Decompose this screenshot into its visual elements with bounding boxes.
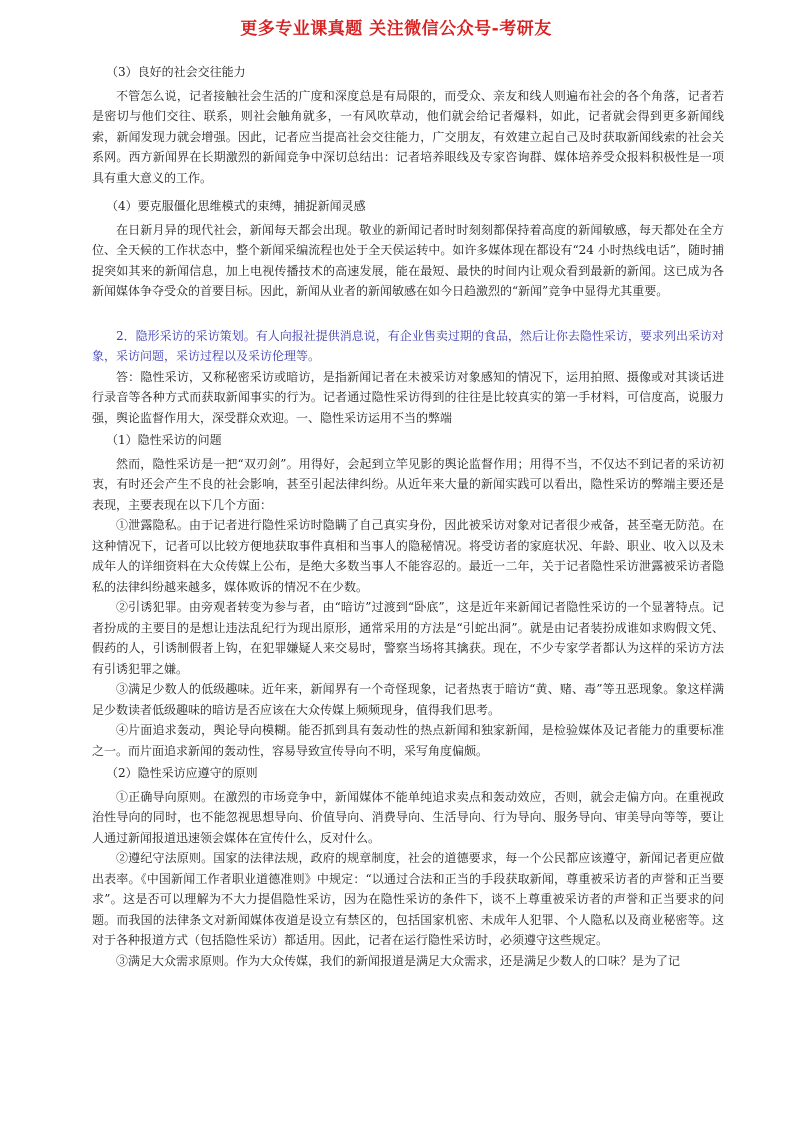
section-heading-4: （4）要克服僵化思维模式的束缚，捕捉新闻灵感 — [106, 199, 366, 213]
problem-item-2: ②引诱犯罪。由旁观者转变为参与者，由“暗访”过渡到“卧底”，这是近年来新闻记者隐性采访的一个显著特点。记者扮成的主要目的是想让违法乱纪行为现出原形，通常采用的方法是“引蛇出洞”。就是由记者装扮成谁如求购假文凭、假药的人，引诱制假者上钩，在犯罪嫌疑人来交易时，警察当场将其擒获。现在，不少专家学者都认为这样的采访方法有引诱犯罪之嫌。 — [92, 600, 724, 676]
subheading-principles: （2）隐性采访应遵守的原则 — [106, 766, 258, 780]
document-body — [92, 60, 724, 971]
principle-item-3: ③满足大众需求原则。作为大众传媒，我们的新闻报道是满足大众需求，还是满足少数人的口味？是为了记 — [116, 953, 681, 968]
principle-item-1: ①正确导向原则。在激烈的市场竞争中，新闻媒体不能单纯追求卖点和轰动效应，否则，就会走偏方向。在重视政治性导向的同时，也不能忽视思想导向、价值导向、消费导向、生活导向、行为导向、服务导向、审美导向等等，要让人通过新闻报道迅速领会媒体在宣传什么，反对什么。 — [92, 789, 724, 845]
paragraph-social-ability: 不管怎么说，记者接触社会生活的广度和深度总是有局限的，而受众、亲友和线人则遍布社会的各个角落，记者若是密切与他们交往、联系，则社会触角就多，一有风吹草动，他们就会给记者爆料，如此，记者就会得到更多新闻线索，新闻发现力就会增强。因此，记者应当提高社会交往能力，广交朋友，有效建立起自己及时获取新闻线索的社会关系网。西方新闻界在长期激烈的新闻竞争中深切总结出：记者培养眼线及专家咨询群、媒体培养受众报料积极性是一项具有重大意义的工作。 — [92, 88, 724, 185]
question-2: 2．隐形采访的采访策划。有人向报社提供消息说，有企业售卖过期的食品，然后让你去隐性采访，要求列出采访对象，采访问题，采访过程以及采访伦理等。 — [92, 328, 724, 363]
problem-item-3: ③满足少数人的低级趣味。近年来，新闻界有一个奇怪现象，记者热衷于暗访“黄、赌、毒”等丑恶现象。象这样满足少数读者低级趣味的暗访是否应该在大众传媒上频频现身，值得我们思考。 — [92, 682, 724, 717]
problem-item-1: ①泄露隐私。由于记者进行隐性采访时隐瞒了自己真实身份，因此被采访对象对记者很少戒备，甚至毫无防范。在这种情况下，记者可以比较方便地获取事件真相和当事人的隐秘情况。将受访者的家庭状况、年龄、职业、收入以及未成年人的详细资料在大众传媒上公布，是绝大多数当事人不能容忍的。最近一二年，关于记者隐性采访泄露被采访者隐私的法律纠纷越来越多，媒体败诉的情况不在少数。 — [92, 518, 724, 594]
section-heading-3: （3）良好的社会交往能力 — [106, 65, 246, 79]
paragraph-news-sense: 在日新月异的现代社会，新闻每天都会出现。敬业的新闻记者时时刻刻都保持着高度的新闻敏感，每天都处在全方位、全天候的工作状态中，整个新闻采编流程也处于全天侯运转中。如许多媒体现在都设有“24 小时热线电话”，随时捕捉突如其来的新闻信息，加上电视传播技术的高速发展，能在最短、最快的时间内让观众看到最新的新闻。这已成为各新闻媒体争夺受众的首要目标。因此，新闻从业者的新闻敏感在如今日趋激烈的“新闻”竞争中显得尤其重要。 — [92, 222, 724, 298]
problems-intro: 然而，隐性采访是一把“双刃剑”。用得好，会起到立竿见影的舆论监督作用；用得不当，不仅达不到记者的采访初衷，有时还会产生不良的社会影响，甚至引起法律纠纷。从近年来大量的新闻实践可以看出，隐性采访的弊端主要还是表现，主要表现在以下几个方面： — [92, 456, 724, 512]
subheading-problems: （1）隐性采访的问题 — [106, 433, 222, 447]
answer-paragraph: 答：隐性采访，又称秘密采访或暗访，是指新闻记者在未被采访对象感知的情况下，运用拍照、摄像或对其谈话进行录音等各种方式而获取新闻事实的行为。记者通过隐性采访得到的往往是比较真实的第一手材料，可信度高，说服力强，舆论监督作用大，深受群众欢迎。一、隐性采访运用不当的弊端 — [92, 369, 724, 425]
principle-item-2: ②遵纪守法原则。国家的法律法规，政府的规章制度，社会的道德要求，每一个公民都应该遵守，新闻记者更应做出表率。《中国新闻工作者职业道德准则》中规定：“以通过合法和正当的手段获取新闻，尊重被采访者的声誉和正当要求”。这是否可以理解为不大力提倡隐性采访，因为在隐性采访的条件下，谈不上尊重被采访者的声誉和正当要求的问题。而我国的法律条文对新闻媒体夜道是设立有禁区的，包括国家机密、未成年人犯罪、个人隐私以及商业秘密等。这对于各种报道方式（包括隐性采访）都适用。因此，记者在运行隐性采访时，必须遵守这些规定。 — [92, 851, 724, 947]
problem-item-4: ④片面追求轰动，舆论导向模糊。能否抓到具有轰动性的热点新闻和独家新闻，是检验媒体及记者能力的重要标准之一。而片面追求新闻的轰动性，容易导致宣传导向不明，采写角度偏颇。 — [92, 723, 724, 758]
header-banner: 更多专业课真题 关注微信公众号-考研友 — [240, 19, 552, 39]
